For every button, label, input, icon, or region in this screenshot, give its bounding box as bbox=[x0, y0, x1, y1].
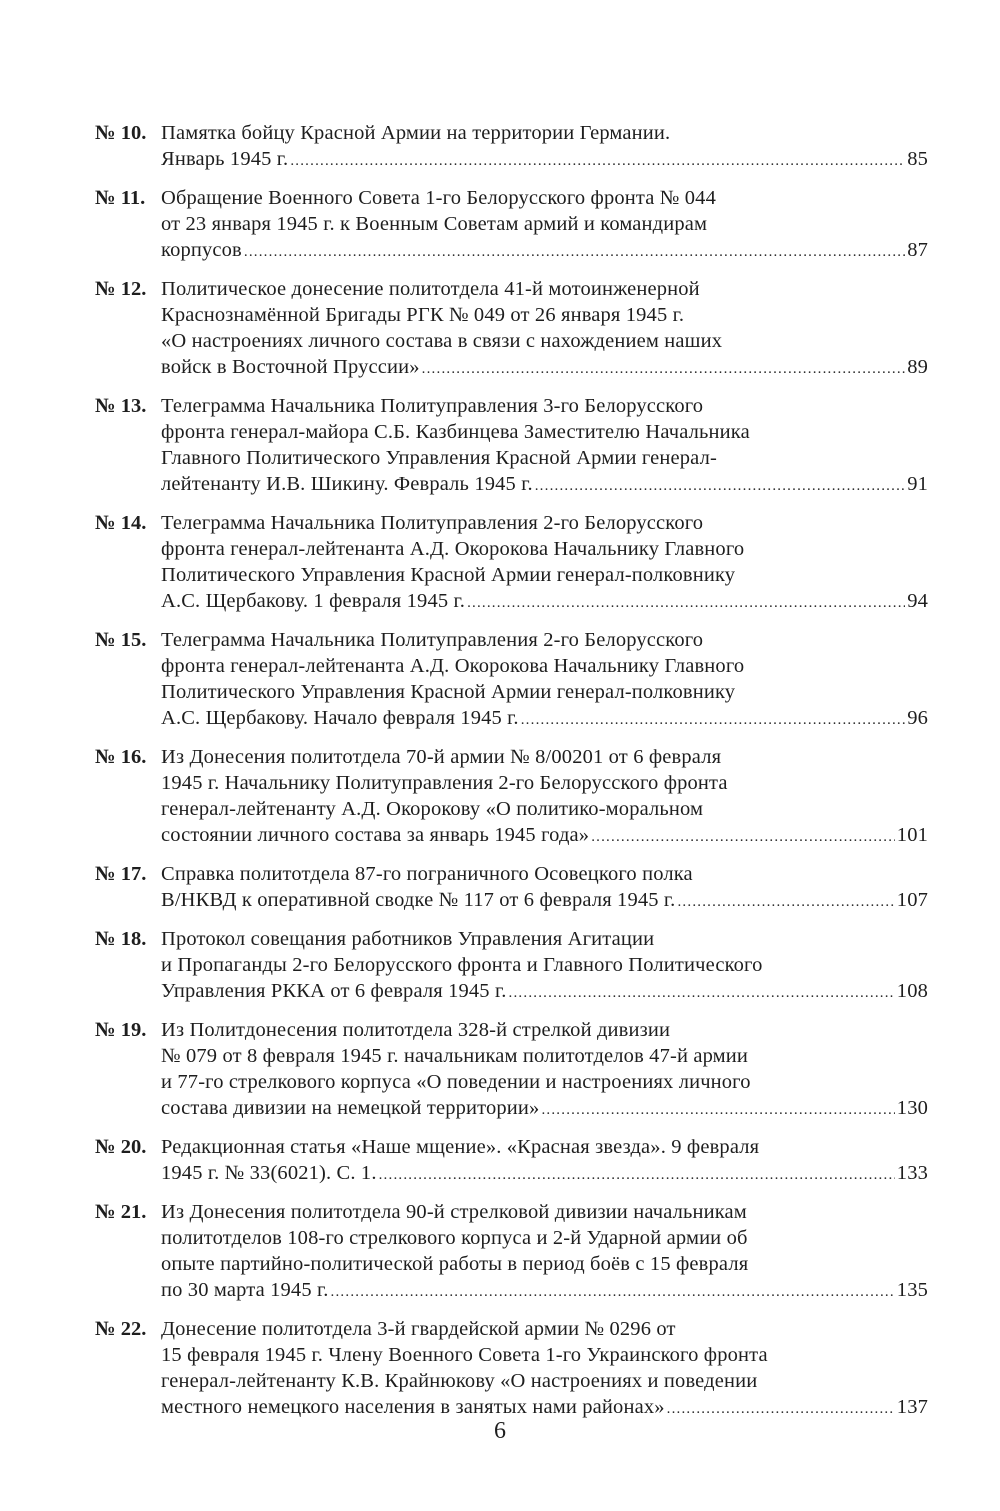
page-ref: 94 bbox=[907, 590, 928, 612]
title-line: Справка политотдела 87-го пограничного Осовецкого полка bbox=[161, 863, 693, 885]
document-number: № 15. bbox=[95, 629, 147, 651]
title-last-line bbox=[161, 978, 928, 1004]
title-last-line bbox=[161, 822, 928, 848]
dot-leader bbox=[541, 1097, 894, 1123]
title-line: 1945 г. Начальнику Политуправления 2-го Белорусского фронта bbox=[161, 772, 728, 794]
title-line: генерал-лейтенанту К.В. Крайнюкову «О настроениях и поведении bbox=[161, 1370, 758, 1392]
entry-title bbox=[161, 744, 928, 848]
toc-entry bbox=[95, 1134, 928, 1186]
title-line: и Пропаганды 2-го Белорусского фронта и Главного Политического bbox=[161, 954, 763, 976]
title-line: А.С. Щербакову. Начало февраля 1945 г. bbox=[161, 707, 519, 729]
title-line: Редакционная статья «Наше мщение». «Красная звезда». 9 февраля bbox=[161, 1136, 760, 1158]
toc-entry bbox=[95, 1017, 928, 1121]
title-last-line bbox=[161, 354, 928, 380]
document-number: № 20. bbox=[95, 1136, 147, 1158]
page-ref: 108 bbox=[896, 980, 928, 1002]
toc-entry bbox=[95, 926, 928, 1004]
title-line: опыте партийно-политической работы в период боёв с 15 февраля bbox=[161, 1253, 749, 1275]
document-number: № 21. bbox=[95, 1201, 147, 1223]
title-last-line bbox=[161, 588, 928, 614]
document-number: № 14. bbox=[95, 512, 147, 534]
title-last-line bbox=[161, 887, 928, 913]
title-line: Краснознамённой Бригады РГК № 049 от 26 января 1945 г. bbox=[161, 304, 685, 326]
dot-leader bbox=[591, 824, 895, 850]
entry-title bbox=[161, 1199, 928, 1303]
dot-leader bbox=[331, 1279, 895, 1305]
entry-title bbox=[161, 276, 928, 380]
toc-entry bbox=[95, 393, 928, 497]
entry-title bbox=[161, 926, 928, 1004]
document-number: № 18. bbox=[95, 928, 147, 950]
entry-title bbox=[161, 627, 928, 731]
title-line: 15 февраля 1945 г. Члену Военного Совета 1-го Украинского фронта bbox=[161, 1344, 768, 1366]
title-line: Политического Управления Красной Армии генерал-полковнику bbox=[161, 564, 736, 586]
title-line: Телеграмма Начальника Политуправления 2-го Белорусского bbox=[161, 629, 704, 651]
title-line: Политическое донесение политотдела 41-й мотоинженерной bbox=[161, 278, 700, 300]
title-line: Управления РККА от 6 февраля 1945 г. bbox=[161, 980, 507, 1002]
toc-entry bbox=[95, 1199, 928, 1303]
title-line: Политического Управления Красной Армии генерал-полковнику bbox=[161, 681, 736, 703]
page-ref: 133 bbox=[896, 1162, 928, 1184]
title-line: 1945 г. № 33(6021). С. 1. bbox=[161, 1162, 377, 1184]
title-line: Из Политдонесения политотдела 328-й стрелкой дивизии bbox=[161, 1019, 671, 1041]
toc-entry bbox=[95, 1316, 928, 1420]
title-line: Телеграмма Начальника Политуправления 3-го Белорусского bbox=[161, 395, 704, 417]
title-line: состава дивизии на немецкой территории» bbox=[161, 1097, 540, 1119]
title-line: Донесение политотдела 3-й гвардейской армии № 0296 от bbox=[161, 1318, 676, 1340]
title-line: Из Донесения политотдела 90-й стрелковой дивизии начальникам bbox=[161, 1201, 747, 1223]
toc-entry bbox=[95, 861, 928, 913]
title-line: Из Донесения политотдела 70-й армии № 8/00201 от 6 февраля bbox=[161, 746, 722, 768]
document-number: № 13. bbox=[95, 395, 147, 417]
dot-leader bbox=[422, 356, 906, 382]
title-line: Главного Политического Управления Красной Армии генерал- bbox=[161, 447, 717, 469]
toc-entry bbox=[95, 510, 928, 614]
title-line: Памятка бойцу Красной Армии на территории Германии. bbox=[161, 122, 671, 144]
dot-leader bbox=[244, 239, 905, 265]
title-line: состоянии личного состава за январь 1945 года» bbox=[161, 824, 590, 846]
title-line: В/НКВД к оперативной сводке № 117 от 6 февраля 1945 г. bbox=[161, 889, 676, 911]
toc-entry bbox=[95, 627, 928, 731]
dot-leader bbox=[535, 473, 905, 499]
title-line: Январь 1945 г. bbox=[161, 148, 289, 170]
title-last-line bbox=[161, 146, 928, 172]
title-line: «О настроениях личного состава в связи с нахождением наших bbox=[161, 330, 723, 352]
dot-leader bbox=[677, 889, 894, 915]
title-line: политотделов 108-го стрелкового корпуса и 2-й Ударной армии об bbox=[161, 1227, 748, 1249]
entry-title bbox=[161, 393, 928, 497]
title-line: и 77-го стрелкового корпуса «О поведении и настроениях личного bbox=[161, 1071, 751, 1093]
title-line: Обращение Военного Совета 1-го Белорусского фронта № 044 bbox=[161, 187, 716, 209]
entry-title bbox=[161, 1134, 928, 1186]
page-ref: 87 bbox=[907, 239, 928, 261]
entry-title bbox=[161, 1017, 928, 1121]
page-ref: 137 bbox=[896, 1396, 928, 1418]
title-line: фронта генерал-майора С.Б. Казбинцева Заместителю Начальника bbox=[161, 421, 750, 443]
entry-title bbox=[161, 510, 928, 614]
title-last-line bbox=[161, 471, 928, 497]
title-line: корпусов bbox=[161, 239, 242, 261]
title-line: А.С. Щербакову. 1 февраля 1945 г. bbox=[161, 590, 466, 612]
page-ref: 85 bbox=[907, 148, 928, 170]
page-ref: 96 bbox=[907, 707, 928, 729]
dot-leader bbox=[290, 148, 905, 174]
document-number: № 12. bbox=[95, 278, 147, 300]
document-number: № 11. bbox=[95, 187, 146, 209]
title-line: Протокол совещания работников Управления Агитации bbox=[161, 928, 655, 950]
title-line: генерал-лейтенанту А.Д. Окорокову «О политико-моральном bbox=[161, 798, 704, 820]
toc-entry bbox=[95, 120, 928, 172]
entry-title bbox=[161, 185, 928, 263]
title-line: фронта генерал-лейтенанта А.Д. Окорокова Начальнику Главного bbox=[161, 538, 745, 560]
document-number: № 22. bbox=[95, 1318, 147, 1340]
page-ref: 89 bbox=[907, 356, 928, 378]
title-line: от 23 января 1945 г. к Военным Советам армий и командирам bbox=[161, 213, 708, 235]
title-line: лейтенанту И.В. Шикину. Февраль 1945 г. bbox=[161, 473, 533, 495]
page-ref: 101 bbox=[896, 824, 928, 846]
title-line: № 079 от 8 февраля 1945 г. начальникам политотделов 47-й армии bbox=[161, 1045, 749, 1067]
entry-title bbox=[161, 861, 928, 913]
page-ref: 107 bbox=[896, 889, 928, 911]
dot-leader bbox=[521, 707, 905, 733]
title-last-line bbox=[161, 1095, 928, 1121]
table-of-contents bbox=[95, 120, 928, 1433]
page-ref: 130 bbox=[896, 1097, 928, 1119]
title-line: местного немецкого населения в занятых нами районах» bbox=[161, 1396, 665, 1418]
title-last-line bbox=[161, 705, 928, 731]
toc-entry bbox=[95, 185, 928, 263]
dot-leader bbox=[509, 980, 895, 1006]
entry-title bbox=[161, 1316, 928, 1420]
document-number: № 19. bbox=[95, 1019, 147, 1041]
document-number: № 16. bbox=[95, 746, 147, 768]
title-line: войск в Восточной Пруссии» bbox=[161, 356, 420, 378]
toc-entry bbox=[95, 276, 928, 380]
toc-entry bbox=[95, 744, 928, 848]
title-last-line bbox=[161, 1160, 928, 1186]
dot-leader bbox=[379, 1162, 895, 1188]
title-line: по 30 марта 1945 г. bbox=[161, 1279, 329, 1301]
title-line: Телеграмма Начальника Политуправления 2-го Белорусского bbox=[161, 512, 704, 534]
title-last-line bbox=[161, 1277, 928, 1303]
page-ref: 135 bbox=[896, 1279, 928, 1301]
page-ref: 91 bbox=[907, 473, 928, 495]
title-line: фронта генерал-лейтенанта А.Д. Окорокова Начальнику Главного bbox=[161, 655, 745, 677]
title-last-line bbox=[161, 1394, 928, 1420]
title-last-line bbox=[161, 237, 928, 263]
document-number: № 10. bbox=[95, 122, 147, 144]
page-number: 6 bbox=[494, 1418, 506, 1444]
dot-leader bbox=[467, 590, 905, 616]
document-number: № 17. bbox=[95, 863, 147, 885]
entry-title bbox=[161, 120, 928, 172]
